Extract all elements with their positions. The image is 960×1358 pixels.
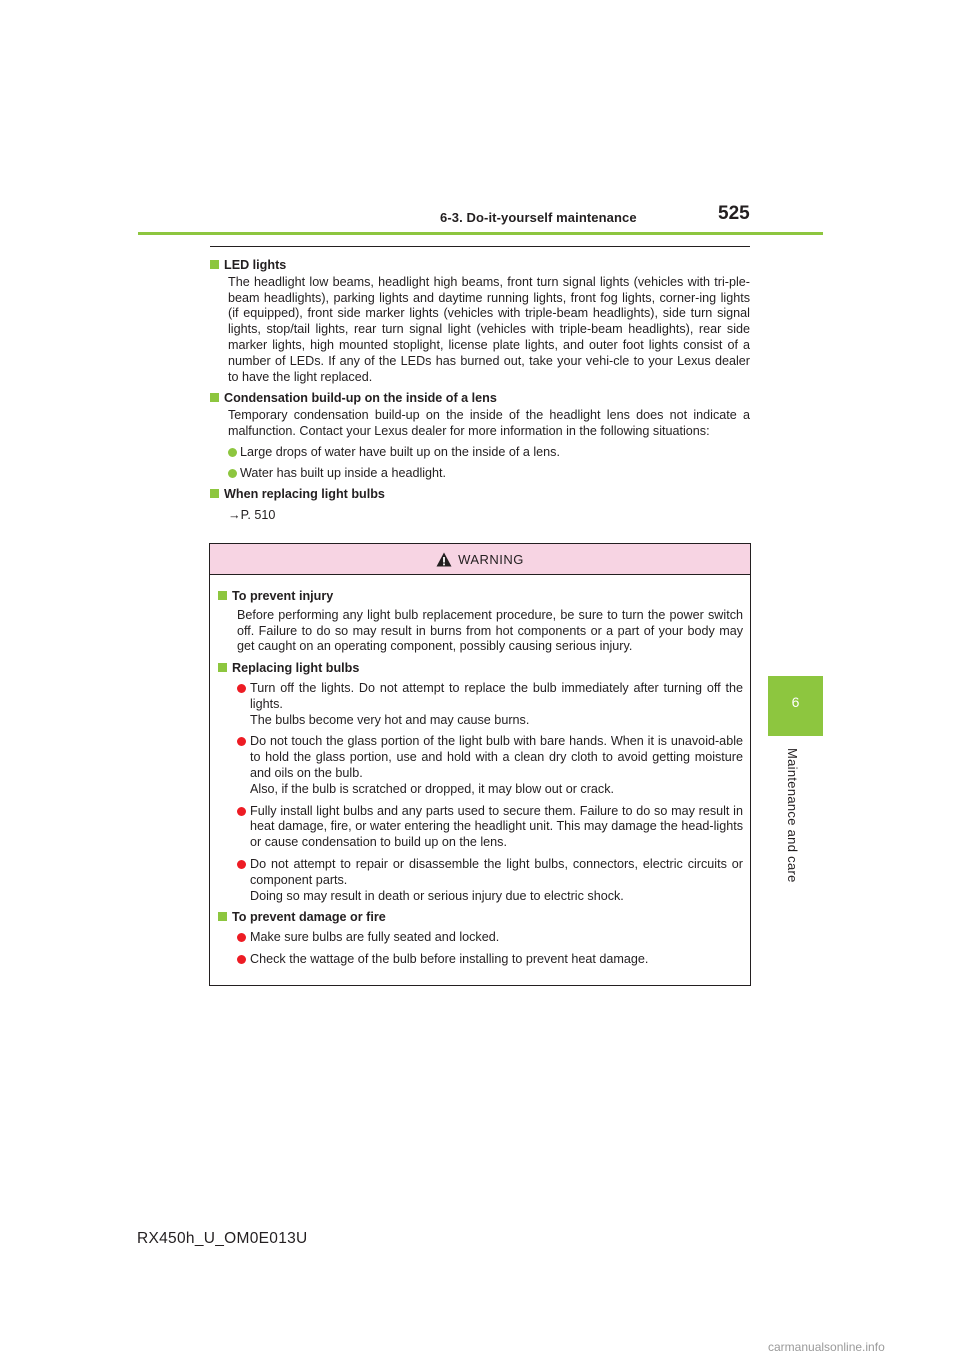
content-divider — [210, 246, 750, 247]
square-bullet-icon — [210, 260, 219, 269]
warning-item-heading-text: Replacing light bulbs — [232, 661, 360, 676]
circle-bullet-icon — [228, 469, 237, 478]
circle-bullet-icon — [237, 737, 246, 746]
model-code: RX450h_U_OM0E013U — [137, 1230, 308, 1247]
warning-item-heading-text: To prevent damage or fire — [232, 910, 386, 925]
list-item — [210, 445, 750, 461]
section-body: Temporary condensation build-up on the inside of the headlight lens does not indicate a malfunction. Contact your Lexus dealer for more information in the following situations: — [228, 408, 750, 438]
list-item-text: Do not touch the glass portion of the light bulb with bare hands. When it is unavoid-able to hold the glass portion, use and hold with a clean dry cloth to avoid getting moisture and oils on the bulb. — [250, 734, 743, 780]
warning-item-text: Before performing any light bulb replacement procedure, be sure to turn the power switch off. Failure to do so may result in burns from hot components or a part of your body may get caught on an operating component, possibly causing serious injury. — [237, 607, 743, 654]
list-item — [218, 734, 743, 797]
square-bullet-icon — [210, 393, 219, 402]
circle-bullet-icon — [237, 955, 246, 964]
section-title: 6-3. Do-it-yourself maintenance — [440, 210, 637, 225]
warning-triangle-icon — [436, 552, 452, 567]
page-number: 525 — [718, 203, 750, 224]
list-item-text: Make sure bulbs are fully seated and locked. — [250, 930, 500, 945]
list-item — [218, 857, 743, 904]
circle-bullet-icon — [237, 860, 246, 869]
warning-header — [210, 544, 750, 575]
list-item — [218, 930, 743, 946]
section-heading — [210, 258, 750, 274]
chapter-tab — [768, 676, 823, 736]
chapter-number: 6 — [791, 694, 800, 710]
list-item — [218, 681, 743, 728]
warning-item-heading — [218, 589, 743, 605]
section-heading-text: When replacing light bulbs — [224, 487, 385, 502]
section-heading — [210, 391, 750, 407]
square-bullet-icon — [218, 591, 227, 600]
header-divider — [138, 232, 823, 235]
chapter-label: Maintenance and care — [785, 748, 800, 883]
circle-bullet-icon — [237, 807, 246, 816]
page-reference: →P. 510 — [228, 508, 276, 523]
circle-bullet-icon — [228, 448, 237, 457]
list-item — [210, 466, 750, 482]
section-heading-text: Condensation build-up on the inside of a lens — [224, 391, 497, 406]
warning-box — [209, 543, 751, 986]
list-item — [218, 952, 743, 968]
circle-bullet-icon — [237, 933, 246, 942]
section-heading-text: LED lights — [224, 258, 287, 272]
square-bullet-icon — [218, 663, 227, 672]
section-body: The headlight low beams, headlight high beams, front turn signal lights (vehicles with tri-ple-beam headlights), parking lights and daytime running lights, front fog lights, corner-ing lights (if equipped), front side marker lights (vehicles with triple-beam headlights), side turn signal lights, stop/tail lights, rear turn signal light (vehicles with triple-beam headlights), rear side marker lights, high mounted stoplight, license plate lights, and outer foot lights consist of a number of LEDs. If any of the LEDs has burned out, take your vehi-cle to your Lexus dealer to have the light replaced. — [228, 274, 750, 384]
list-item-note: Doing so may result in death or serious injury due to electric shock. — [250, 888, 624, 903]
warning-item-heading-text: To prevent injury — [232, 589, 334, 603]
circle-bullet-icon — [237, 684, 246, 693]
list-item-text: Check the wattage of the bulb before installing to prevent heat damage. — [250, 951, 649, 966]
warning-body — [210, 575, 750, 968]
list-item-text: Large drops of water have built up on the inside of a lens. — [240, 444, 560, 459]
warning-title: WARNING — [458, 551, 524, 567]
main-content — [210, 258, 750, 524]
warning-item-heading — [218, 910, 743, 926]
list-item-note: The bulbs become very hot and may cause burns. — [250, 712, 530, 727]
warning-item-heading — [218, 661, 743, 677]
list-item-text: Water has built up inside a headlight. — [240, 465, 447, 480]
square-bullet-icon — [218, 912, 227, 921]
list-item-text: Fully install light bulbs and any parts used to secure them. Failure to do so may result in heat damage, fire, or water entering the headlight unit. This may damage the head-lights or cause condensation to build up on the lens. — [250, 803, 743, 850]
section-heading — [210, 487, 750, 503]
list-item-note: Also, if the bulb is scratched or dropped, it may blow out or crack. — [250, 781, 614, 796]
watermark: carmanualsonline.info — [768, 1340, 885, 1354]
list-item-text: Turn off the lights. Do not attempt to replace the bulb immediately after turning off the lights. — [250, 680, 743, 711]
list-item — [218, 804, 743, 851]
square-bullet-icon — [210, 489, 219, 498]
list-item-text: Do not attempt to repair or disassemble the light bulbs, connectors, electric circuits or component parts. — [250, 856, 743, 887]
